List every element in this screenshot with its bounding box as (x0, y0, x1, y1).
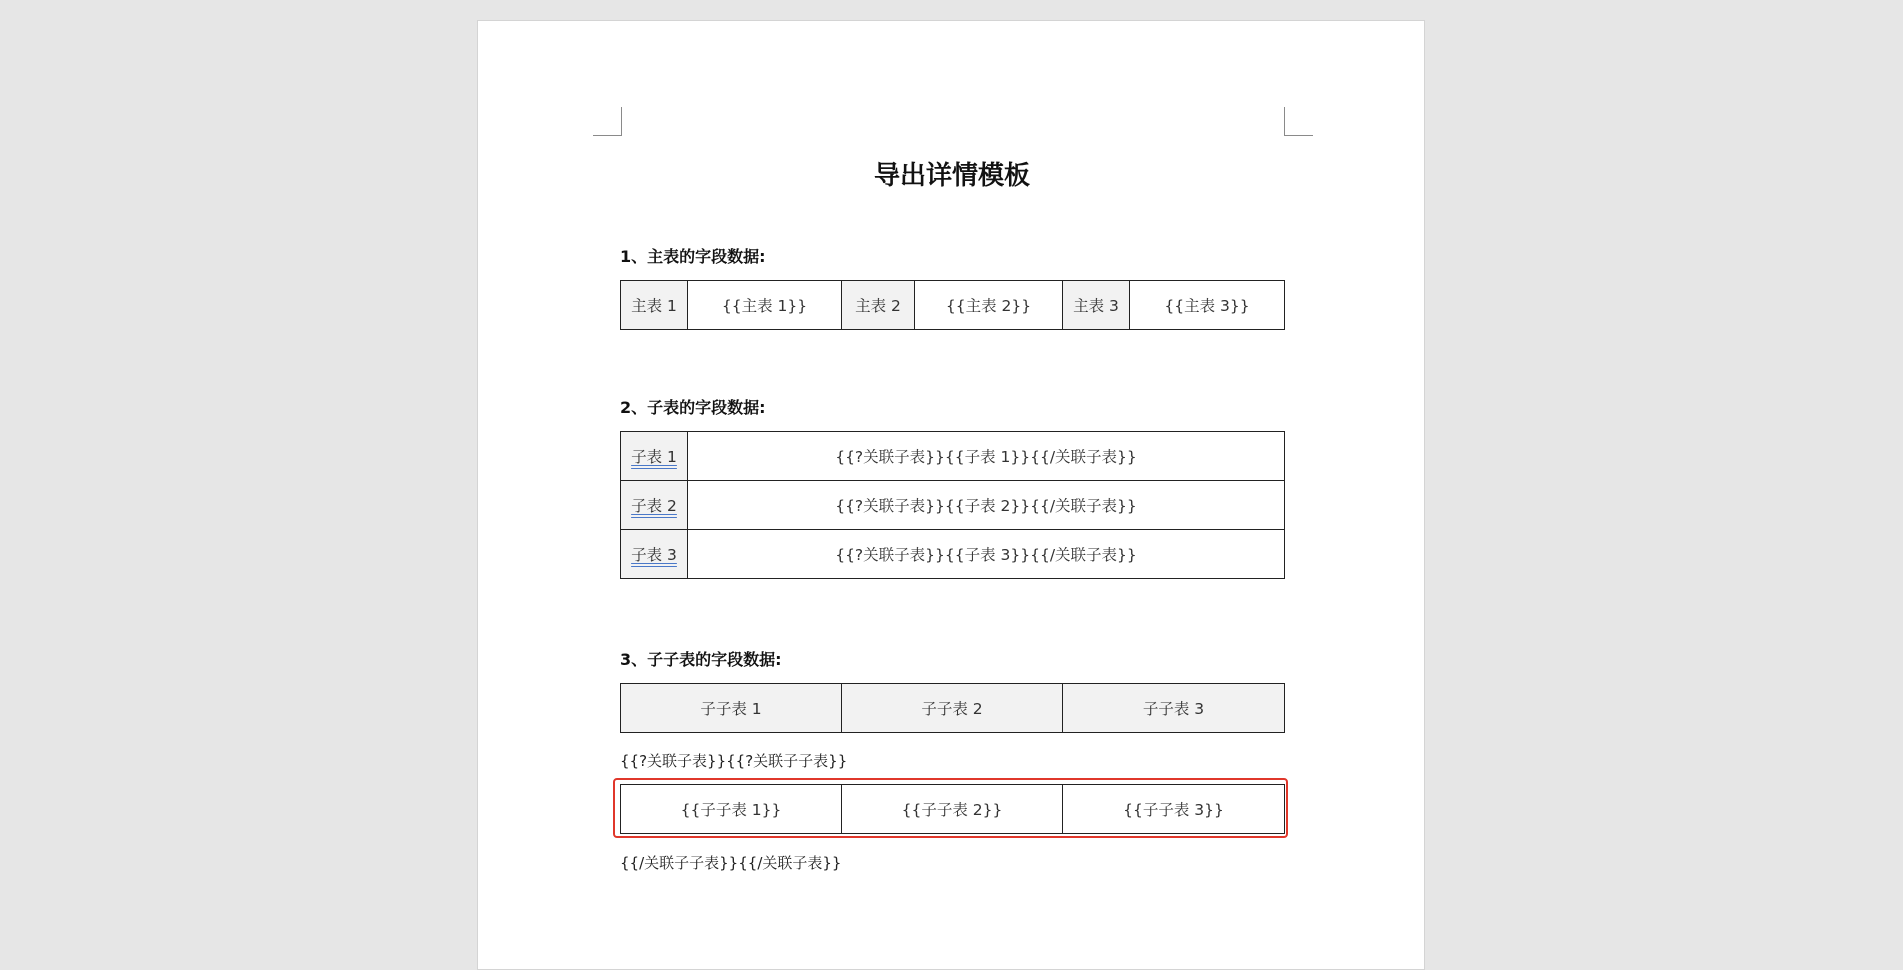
subsub-header-2[interactable]: 子子表 2 (842, 684, 1063, 733)
table-row (621, 684, 1285, 733)
subsub-value-table[interactable] (620, 784, 1285, 834)
main-table[interactable] (620, 280, 1285, 330)
main-table-label-1[interactable]: 主表 1 (621, 281, 688, 330)
main-table-label-3[interactable]: 主表 3 (1063, 281, 1130, 330)
sub-table-value-2[interactable]: {{?关联子表}}{{子表 2}}{{/关联子表}} (688, 481, 1285, 530)
sub-table-label-3[interactable]: 子表 3 (621, 530, 688, 579)
table-row (621, 281, 1285, 330)
section-1-heading[interactable]: 1、主表的字段数据: (620, 247, 766, 266)
sub-table-value-3[interactable]: {{?关联子表}}{{子表 3}}{{/关联子表}} (688, 530, 1285, 579)
table-row (621, 481, 1285, 530)
table-row (621, 432, 1285, 481)
main-table-value-2[interactable]: {{主表 2}} (915, 281, 1063, 330)
subsub-header-table[interactable] (620, 683, 1285, 733)
main-table-value-3[interactable]: {{主表 3}} (1130, 281, 1285, 330)
sub-table-label-1[interactable]: 子表 1 (621, 432, 688, 481)
section-2-heading[interactable]: 2、子表的字段数据: (620, 398, 766, 417)
subsub-value-3[interactable]: {{子子表 3}} (1063, 785, 1285, 834)
document-page[interactable] (477, 20, 1425, 970)
subsub-value-2[interactable]: {{子子表 2}} (842, 785, 1063, 834)
table-row (621, 785, 1285, 834)
sub-table-label-2[interactable]: 子表 2 (621, 481, 688, 530)
main-table-label-2[interactable]: 主表 2 (842, 281, 915, 330)
margin-corner-mark-left (593, 107, 622, 136)
subsub-close-tag[interactable]: {{/关联子子表}}{{/关联子表}} (620, 854, 842, 872)
subsub-value-1[interactable]: {{子子表 1}} (621, 785, 842, 834)
subsub-header-3[interactable]: 子子表 3 (1063, 684, 1285, 733)
document-title[interactable]: 导出详情模板 (873, 161, 1030, 191)
subsub-open-tag[interactable]: {{?关联子表}}{{?关联子子表}} (620, 752, 848, 770)
subsub-header-1[interactable]: 子子表 1 (621, 684, 842, 733)
sub-table[interactable] (620, 431, 1285, 579)
main-table-value-1[interactable]: {{主表 1}} (688, 281, 842, 330)
table-row (621, 530, 1285, 579)
margin-corner-mark-right (1284, 107, 1313, 136)
sub-table-value-1[interactable]: {{?关联子表}}{{子表 1}}{{/关联子表}} (688, 432, 1285, 481)
section-3-heading[interactable]: 3、子子表的字段数据: (620, 650, 782, 669)
